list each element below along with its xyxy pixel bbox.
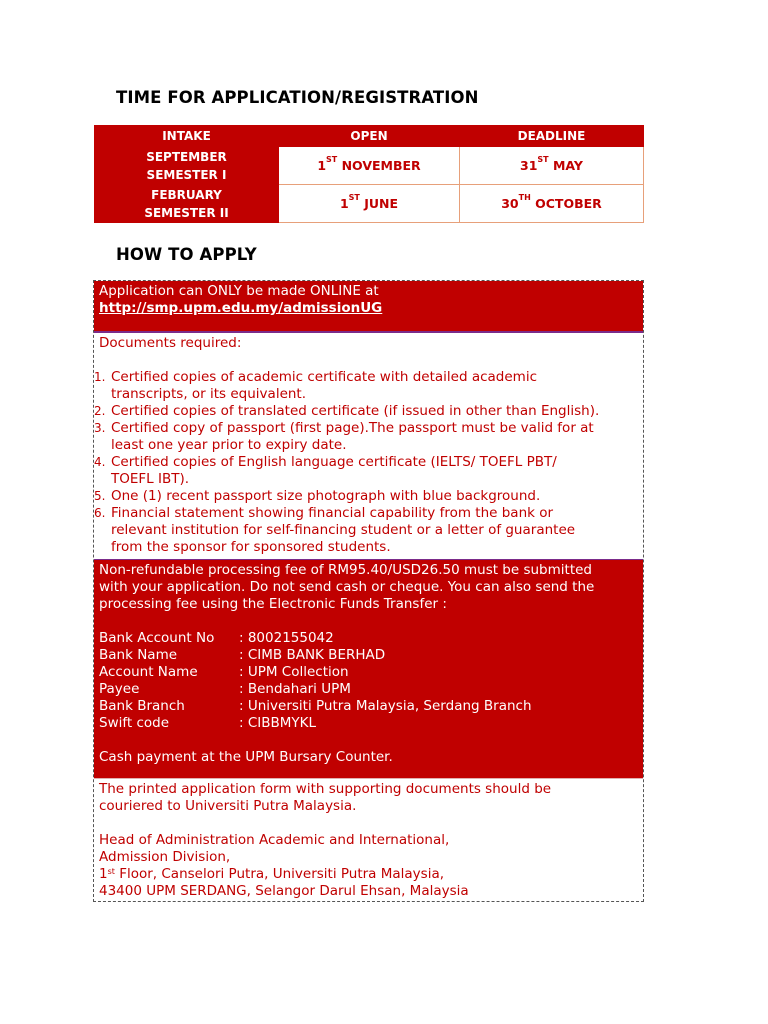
deadline-day: 31 — [520, 158, 538, 173]
admission-link[interactable]: http://smp.upm.edu.my/admissionUG — [99, 300, 383, 316]
column-header-intake: INTAKE — [95, 126, 279, 147]
documents-list — [94, 369, 638, 556]
section-heading-time: TIME FOR APPLICATION/REGISTRATION — [116, 88, 479, 107]
deadline-ordinal: TH — [518, 193, 531, 202]
fee-text-line: processing fee using the Electronic Funds Transfer : — [99, 596, 447, 612]
bank-row: Bank Branch : Universiti Putra Malaysia, Serdang Branch — [99, 698, 532, 714]
deadline-month: OCTOBER — [530, 196, 602, 211]
intake-month: FEBRUARY — [151, 187, 222, 202]
table-row — [95, 185, 644, 223]
intake-cell — [95, 185, 279, 223]
cash-note: Cash payment at the UPM Bursary Counter. — [99, 749, 393, 765]
open-day: 1 — [317, 158, 327, 173]
column-header-deadline: DEADLINE — [460, 126, 644, 147]
bank-details — [99, 630, 638, 732]
courier-section — [94, 778, 643, 901]
list-item: 3. Certified copy of passport (first page).The passport must be valid for at least one year prior to expiry date. — [94, 420, 594, 453]
open-date-cell — [279, 147, 460, 185]
open-date-cell — [279, 185, 460, 223]
courier-text-line: couriered to Universiti Putra Malaysia. — [99, 798, 357, 814]
address-line: 1st Floor, Canselori Putra, Universiti Putra Malaysia, — [99, 866, 445, 882]
fee-text-line: with your application. Do not send cash or cheque. You can also send the — [99, 579, 595, 595]
list-item: 6. Financial statement showing financial capability from the bank or relevant institution for self-financing student or a letter of guarantee from the sponsor for sponsored students. — [94, 505, 576, 555]
open-day: 1 — [339, 196, 349, 211]
open-ordinal: ST — [348, 193, 360, 202]
intake-semester: SEMESTER I — [146, 167, 227, 182]
bank-row: Bank Account No : 8002155042 — [99, 630, 334, 646]
table-header-row — [95, 126, 644, 147]
list-item: 5. One (1) recent passport size photograph with blue background. — [94, 488, 541, 504]
bank-row: Swift code : CIBBMYKL — [99, 715, 317, 731]
deadline-date-cell — [460, 185, 644, 223]
column-header-open: OPEN — [279, 126, 460, 147]
intake-table — [94, 125, 644, 223]
list-item: 1. Certified copies of academic certificate with detailed academic transcripts, or its equivalent. — [94, 369, 538, 402]
list-item: 2. Certified copies of translated certificate (if issued in other than English). — [94, 403, 600, 419]
section-heading-how-to-apply: HOW TO APPLY — [116, 245, 257, 264]
intake-semester: SEMESTER II — [144, 205, 229, 220]
table-row — [95, 147, 644, 185]
online-application-section — [94, 281, 643, 333]
deadline-date-cell — [460, 147, 644, 185]
documents-section — [94, 333, 643, 560]
list-item: 4. Certified copies of English language certificate (IELTS/ TOEFL PBT/ TOEFL IBT). — [94, 454, 557, 487]
deadline-ordinal: ST — [537, 155, 549, 164]
bank-row: Bank Name : CIMB BANK BERHAD — [99, 647, 386, 663]
deadline-month: MAY — [548, 158, 583, 173]
bank-row: Payee : Bendahari UPM — [99, 681, 351, 697]
how-to-apply-box — [93, 280, 644, 902]
online-text: Application can ONLY be made ONLINE at — [99, 283, 379, 299]
processing-fee-section — [94, 560, 643, 778]
deadline-day: 30 — [501, 196, 519, 211]
documents-title: Documents required: — [99, 335, 242, 351]
fee-text-line: Non-refundable processing fee of RM95.40/USD26.50 must be submitted — [99, 562, 592, 578]
open-month: NOVEMBER — [337, 158, 421, 173]
intake-cell — [95, 147, 279, 185]
address-line: 43400 UPM SERDANG, Selangor Darul Ehsan, Malaysia — [99, 883, 469, 899]
address-line: Admission Division, — [99, 849, 231, 865]
bank-row: Account Name : UPM Collection — [99, 664, 349, 680]
open-ordinal: ST — [326, 155, 338, 164]
open-month: JUNE — [359, 196, 399, 211]
courier-text-line: The printed application form with supporting documents should be — [99, 781, 552, 797]
intake-month: SEPTEMBER — [146, 149, 227, 164]
address-line: Head of Administration Academic and International, — [99, 832, 450, 848]
